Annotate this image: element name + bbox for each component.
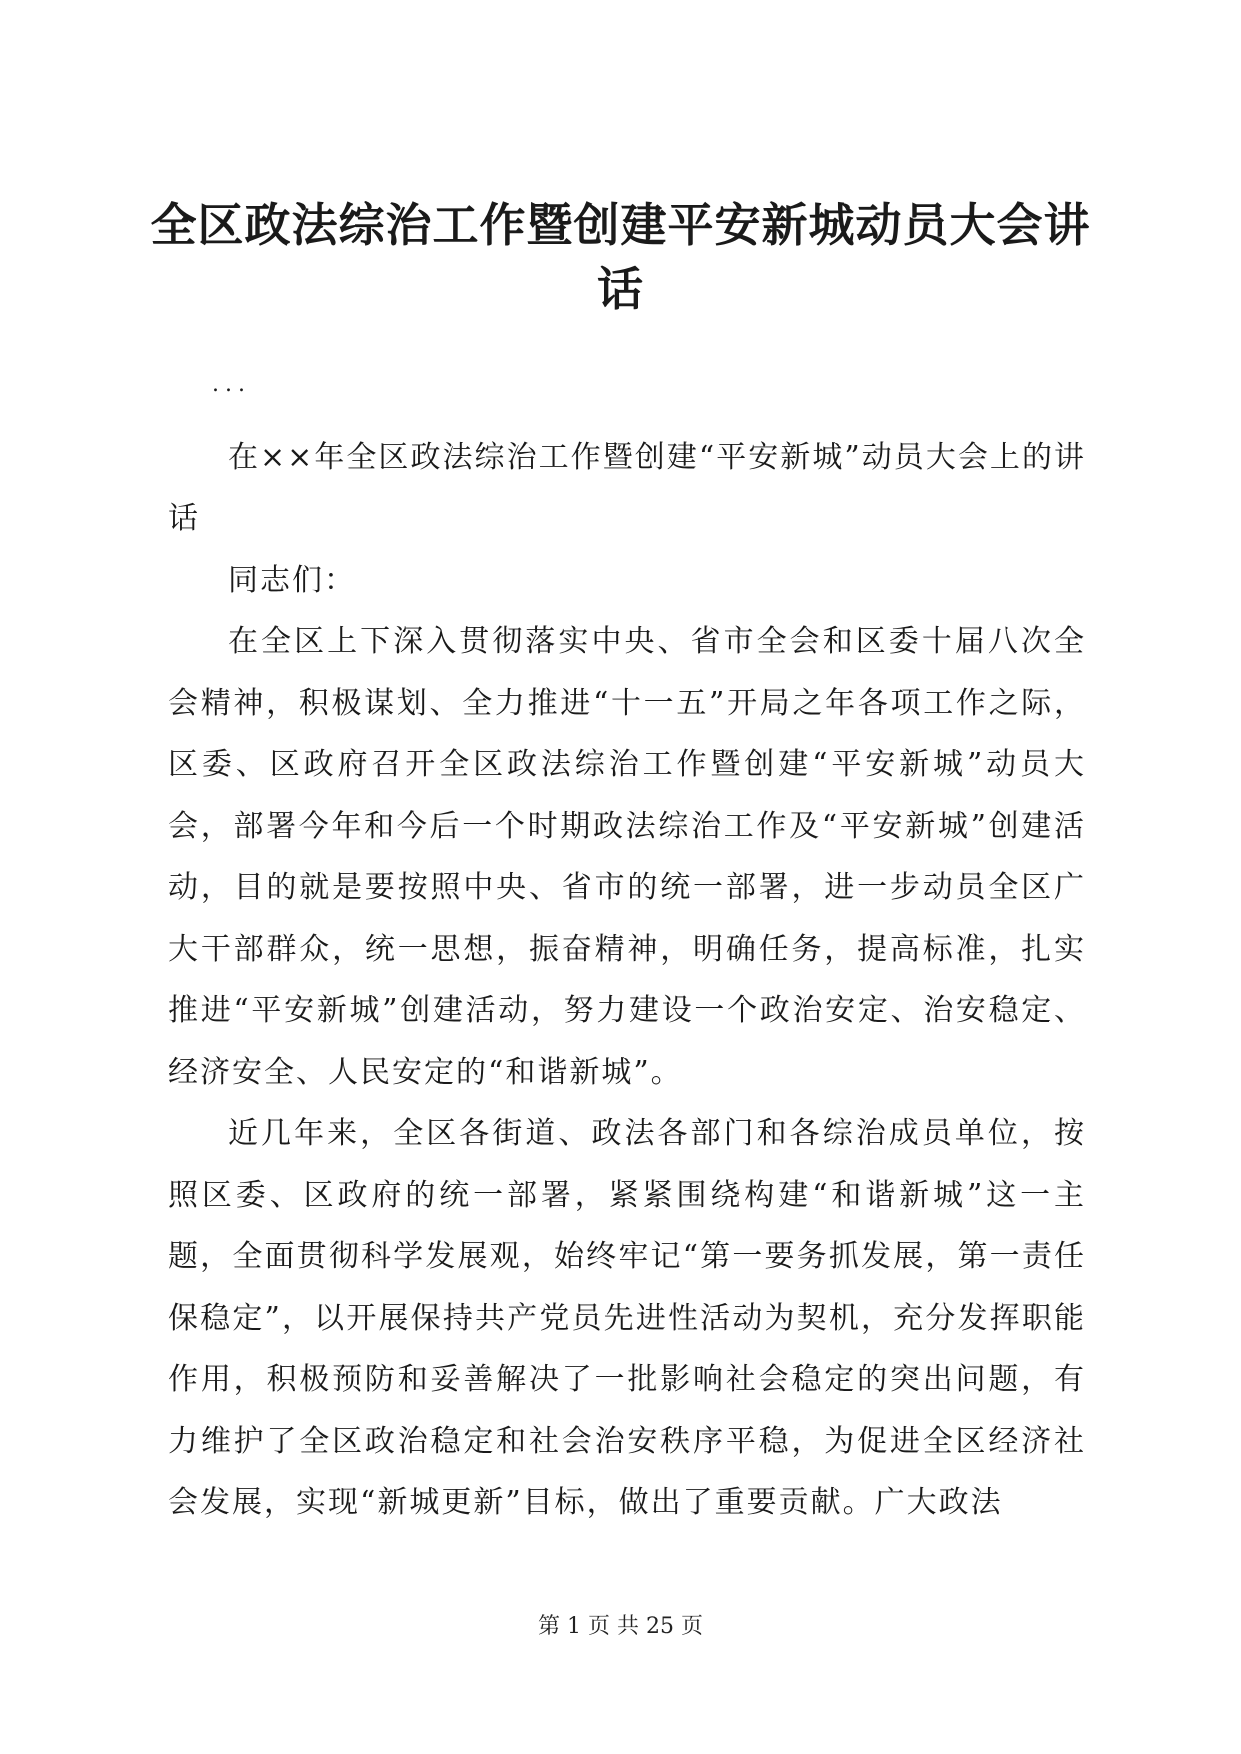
body-paragraph-2: 近几年来，全区各街道、政法各部门和各综治成员单位，按照区委、区政府的统一部署，紧紧围绕构建“和谐新城”这一主题，全面贯彻科学发展观，始终牢记“第一要务抓发展，第一责任保稳定”，以开展保持共产党员先进性活动为契机，充分发挥职能作用，积极预防和妥善解决了一批影响社会稳定的突出问题，有力维护了全区政治稳定和社会治安秩序平稳，为促进全区经济社会发展，实现“新城更新”目标，做出了重要贡献。广大政法 — [168, 1116, 1086, 1520]
document-body — [168, 365, 1086, 1534]
page-footer — [0, 1612, 1241, 1642]
speech-heading-paragraph: 在××年全区政法综治工作暨创建“平安新城”动员大会上的讲话 — [168, 439, 1086, 536]
document-title: 全区政法综治工作暨创建平安新城动员大会讲话 — [150, 198, 1091, 316]
page-number-label: 第 1 页 共 25 页 — [538, 1614, 703, 1639]
salutation-paragraph: 同志们： — [228, 562, 356, 598]
body-paragraph-1: 在全区上下深入贯彻落实中央、省市全会和区委十届八次全会精神，积极谋划、全力推进“十一五”开局之年各项工作之际，区委、区政府召开全区政法综治工作暨创建“平安新城”动员大会，部署今年和今后一个时期政法综治工作及“平安新城”创建活动，目的就是要按照中央、省市的统一部署，进一步动员全区广大干部群众，统一思想，振奋精神，明确任务，提高标准，扎实推进“平安新城”创建活动，努力建设一个政治安定、治安稳定、经济安全、人民安定的“和谐新城”。 — [168, 624, 1086, 1090]
ellipsis-line: ... — [212, 372, 251, 397]
